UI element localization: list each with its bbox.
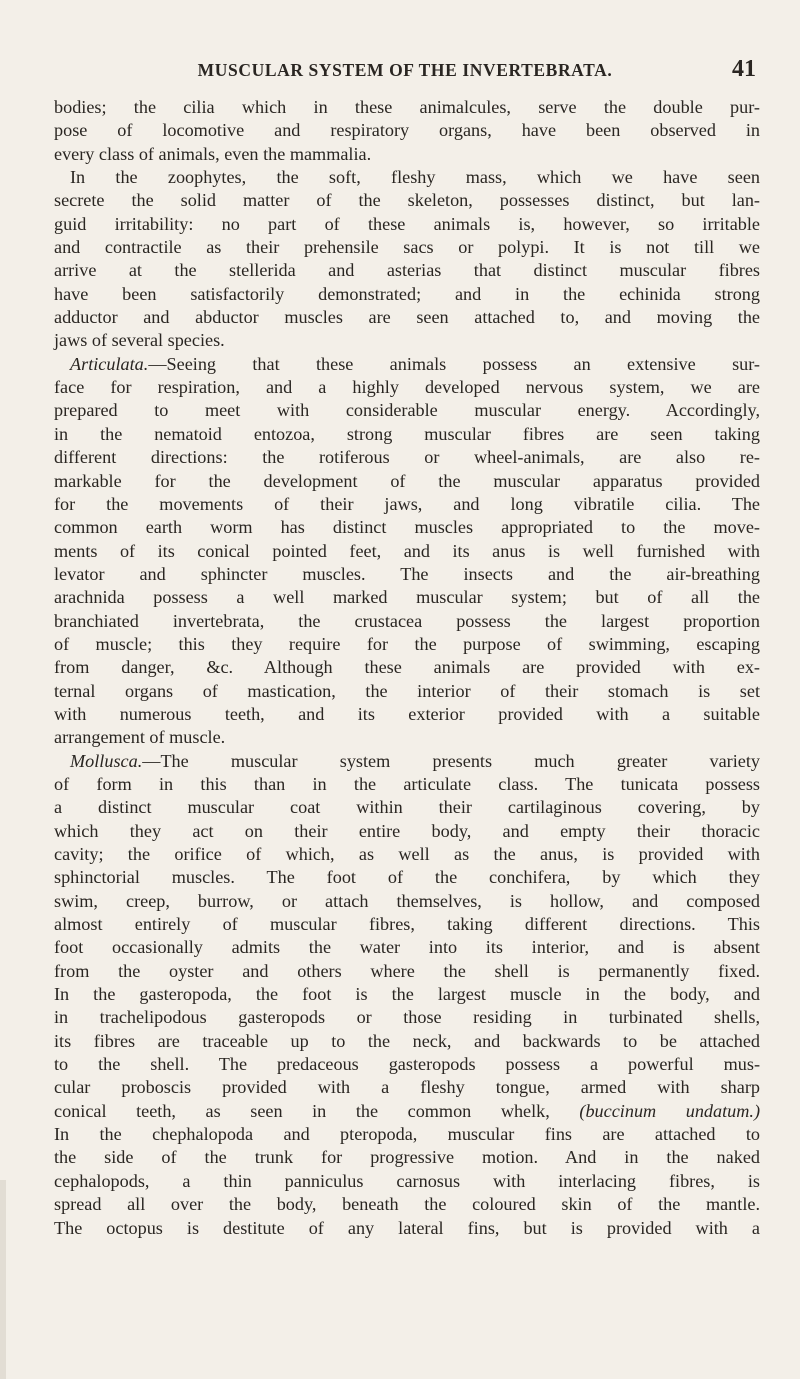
text-line: of muscle; this they require for the purpose of swimming, escaping: [54, 633, 760, 654]
text-line-start: conical teeth, as seen in the common whelk,: [54, 1100, 550, 1121]
text-line: cavity; the orifice of which, as well as the anus, is provided with: [54, 844, 760, 864]
text-line: guid irritability: no part of these animals is, however, so irritable: [54, 213, 760, 234]
text-line: for the movements of their jaws, and long vibratile cilia. The: [54, 493, 760, 514]
text-line: of form in this than in the articulate class. The tunicata possess: [54, 773, 760, 794]
text-line: branchiated invertebrata, the crustacea possess the largest proportion: [54, 610, 760, 631]
text-line: cular proboscis provided with a fleshy tongue, armed with sharp: [54, 1077, 760, 1098]
text-line: from danger, &c. Although these animals are provided with ex-: [54, 657, 760, 678]
text-line: every class of animals, even the mammalia.: [54, 143, 372, 164]
text-line: in trachelipodous gasteropods or those residing in turbinated shells,: [54, 1007, 760, 1028]
page-header: [50, 56, 760, 88]
section-heading-mollusca: Mollusca.: [70, 750, 143, 771]
text-line: swim, creep, burrow, or attach themselves, is hollow, and composed: [54, 890, 760, 911]
text-line: with numerous teeth, and its exterior provided with a suitable: [54, 703, 760, 724]
text-line: from the oyster and others where the shell is permanently fixed.: [54, 960, 760, 981]
text-line: [54, 750, 760, 773]
text-line: bodies; the cilia which in these animalcules, serve the double pur-: [54, 97, 760, 117]
text-line: common earth worm has distinct muscles appropriated to the move-: [54, 517, 760, 538]
text-line: almost entirely of muscular fibres, taking different directions. This: [54, 914, 760, 935]
text-line: different directions: the rotiferous or wheel-animals, are also re-: [54, 447, 760, 468]
text-line: ments of its conical pointed feet, and its anus is well furnished with: [54, 540, 760, 561]
text-line-rest: —Seeing that these animals possess an extensive sur-: [148, 353, 760, 374]
text-line: secrete the solid matter of the skeleton, possesses distinct, but lan-: [54, 190, 760, 211]
text-line: [54, 1100, 760, 1123]
text-line: sphinctorial muscles. The foot of the conchifera, by which they: [54, 867, 760, 888]
text-line: jaws of several species.: [54, 330, 225, 351]
text-line-rest: —The muscular system presents much greater variety: [142, 750, 760, 771]
text-line: to the shell. The predaceous gasteropods possess a powerful mus-: [54, 1054, 760, 1075]
text-line: [54, 353, 760, 376]
text-line: arachnida possess a well marked muscular system; but of all the: [54, 587, 760, 608]
body-text: [54, 96, 760, 1240]
text-line: the side of the trunk for progressive motion. And in the naked: [54, 1147, 760, 1168]
text-line: The octopus is destitute of any lateral fins, but is provided with a: [54, 1217, 760, 1238]
text-line: In the zoophytes, the soft, fleshy mass, which we have seen: [70, 167, 760, 188]
text-line: cephalopods, a thin panniculus carnosus with interlacing fibres, is: [54, 1170, 760, 1191]
section-heading-articulata: Articulata.: [70, 353, 149, 374]
text-line: markable for the development of the muscular apparatus provided: [54, 470, 760, 491]
paragraph-2: [54, 166, 760, 353]
species-name: (buccinum undatum.): [579, 1100, 760, 1121]
paragraph-articulata: [54, 353, 760, 750]
text-line: spread all over the body, beneath the coloured skin of the mantle.: [54, 1194, 760, 1215]
text-line: which they act on their entire body, and empty their thoracic: [54, 820, 760, 841]
paragraph-1: [54, 96, 760, 166]
text-line: and contractile as their prehensile sacs or polypi. It is not till we: [54, 237, 760, 258]
page-number: 41: [732, 56, 756, 82]
text-line: In the gasteropoda, the foot is the largest muscle in the body, and: [54, 984, 760, 1005]
text-line: levator and sphincter muscles. The insects and the air-breathing: [54, 563, 760, 584]
text-line: ternal organs of mastication, the interior of their stomach is set: [54, 680, 760, 701]
text-line: face for respiration, and a highly developed nervous system, we are: [54, 377, 760, 398]
text-line: a distinct muscular coat within their cartilaginous covering, by: [54, 797, 760, 818]
text-line: its fibres are traceable up to the neck, and backwards to be attached: [54, 1030, 760, 1051]
text-line: arrangement of muscle.: [54, 727, 226, 748]
paragraph-mollusca: [54, 750, 760, 1240]
text-line: pose of locomotive and respiratory organs, have been observed in: [54, 120, 760, 141]
running-title: MUSCULAR SYSTEM OF THE INVERTEBRATA.: [197, 60, 613, 80]
text-line: foot occasionally admits the water into its interior, and is absent: [54, 937, 760, 958]
text-line: have been satisfactorily demonstrated; and in the echinida strong: [54, 283, 760, 304]
text-line: in the nematoid entozoa, strong muscular fibres are seen taking: [54, 423, 760, 444]
text-line: arrive at the stellerida and asterias that distinct muscular fibres: [54, 260, 760, 281]
page-edge-shadow: [0, 1180, 6, 1379]
text-line: adductor and abductor muscles are seen attached to, and moving the: [54, 307, 760, 328]
text-line: In the chephalopoda and pteropoda, muscular fins are attached to: [54, 1124, 760, 1145]
text-line: prepared to meet with considerable muscular energy. Accordingly,: [54, 400, 760, 421]
